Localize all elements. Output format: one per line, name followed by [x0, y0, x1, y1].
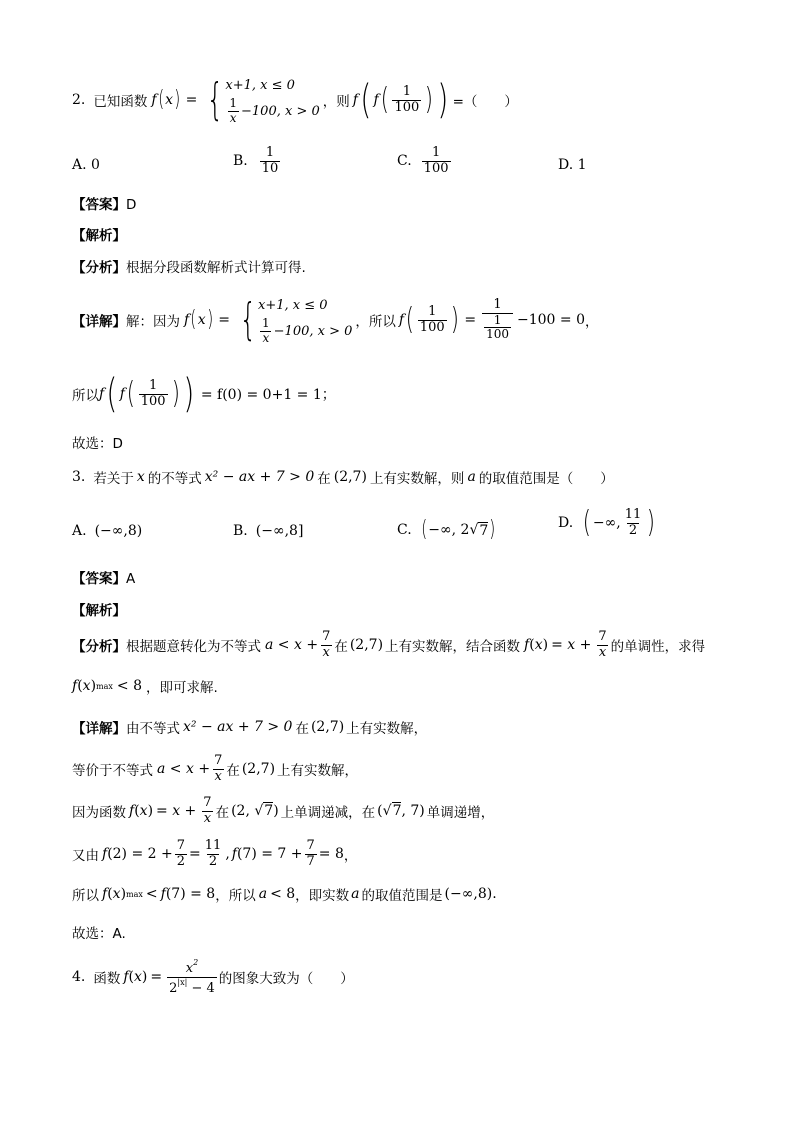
q3-analysis-line2: f ( x ) max < 8 ，即可求解. — [72, 678, 218, 696]
q3-option-a[interactable]: A. (−∞,8) — [72, 523, 143, 539]
q2-option-a[interactable]: A. 0 — [72, 157, 100, 173]
q3-option-c[interactable]: C. ( −∞, 2√ 7 ) — [397, 517, 496, 542]
q2-number: 2. — [72, 92, 86, 108]
q2-option-d[interactable]: D. 1 — [558, 157, 587, 173]
q3-stem: 3. 若关于 x 的不等式 x² − ax + 7 > 0 在 (2,7) 上有实数解，则 a 的取值范围是（ ） — [72, 469, 614, 487]
q3-detail-line3: 因为函数 f ( x ) = x + $\frac{7}{x}$ 在 (2, √7) 上单调递减，在 (√7, 7) 单调递增， — [72, 794, 495, 826]
q3-option-b[interactable]: B. (−∞,8] — [233, 523, 304, 539]
q2-jiexi-heading: 【解析】 — [72, 228, 126, 244]
q3-choose: 故选：A. — [72, 926, 126, 942]
q2-detail-line1: 【详解】 解：因为 f ( x ) = { x+1, x ≤ 0 $\frac{1}{x}$ −100, x > 0 ，所以 f ( $\frac{1}{100}$ ) = $\frac{1}{\frac{1}{100}}$ −100 = 0 ， — [72, 294, 599, 345]
q2-answer: 【答案】D — [72, 197, 137, 213]
q2-choose: 故选：D — [72, 436, 123, 452]
q2-option-c[interactable]: C. $\frac{1}{100}$ — [397, 145, 449, 176]
q2-stem-pre: 已知函数 — [93, 94, 148, 110]
q3-option-d[interactable]: D. ( −∞, $\frac{11}{2}$ ) — [558, 505, 656, 541]
q3-analysis-line1: 【分析】 根据题意转化为不等式 a < x + $\frac{7}{x}$ 在 (2,7) 上有实数解，结合函数 f ( x ) = x + $\frac{7}{x}$ 的单调性，求得 — [72, 628, 706, 660]
q2-detail-line2: 所以 f ( f ( $\frac{1}{100}$ ) ) = f(0) = 0+1 = 1； — [72, 371, 336, 417]
q2-analysis: 【分析】根据分段函数解析式计算可得. — [72, 260, 306, 276]
q3-detail-line2: 等价于不等式 a < x + $\frac{7}{x}$ 在 (2,7) 上有实数解， — [72, 752, 359, 784]
q4-stem: 4. 函数 f ( x ) = $\frac{x^2}{2^{|x|} - 4}$ 的图象大致为（ ） — [72, 957, 354, 996]
q3-detail-line5: 所以 f ( x ) max < f (7) = 8 ，所以 a < 8 ，即实数 a 的取值范围是 (−∞,8) . — [72, 886, 497, 904]
q3-answer: 【答案】A — [72, 571, 136, 587]
q3-detail-line1: 【详解】 由不等式 x² − ax + 7 > 0 在 (2,7) 上有实数解， — [72, 719, 428, 737]
q2-stem-mid: ，则 — [322, 94, 350, 110]
q2-stem-post: =（ ） — [452, 94, 518, 110]
q2-piecewise: x+1, x ≤ 0 $\frac{1}{x}$ −100, x > 0 — [225, 77, 320, 125]
q3-jiexi-heading: 【解析】 — [72, 603, 126, 619]
q2-option-b[interactable]: B. $\frac{1}{10}$ — [233, 145, 279, 176]
q3-detail-line4: 又由 f (2) = 2 + $\frac{7}{2}$ = $\frac{11}{2}$ , f (7) = 7 + $\frac{7}{7}$ = 8 ， — [72, 837, 358, 869]
q2-stem: 2. 已知函数 f ( x ) = { x+1, x ≤ 0 $\frac{1}{x}$ −100, x > 0 ，则 f ( f ( $\frac{1}{100}$ ) ) =（ ） — [72, 74, 518, 125]
